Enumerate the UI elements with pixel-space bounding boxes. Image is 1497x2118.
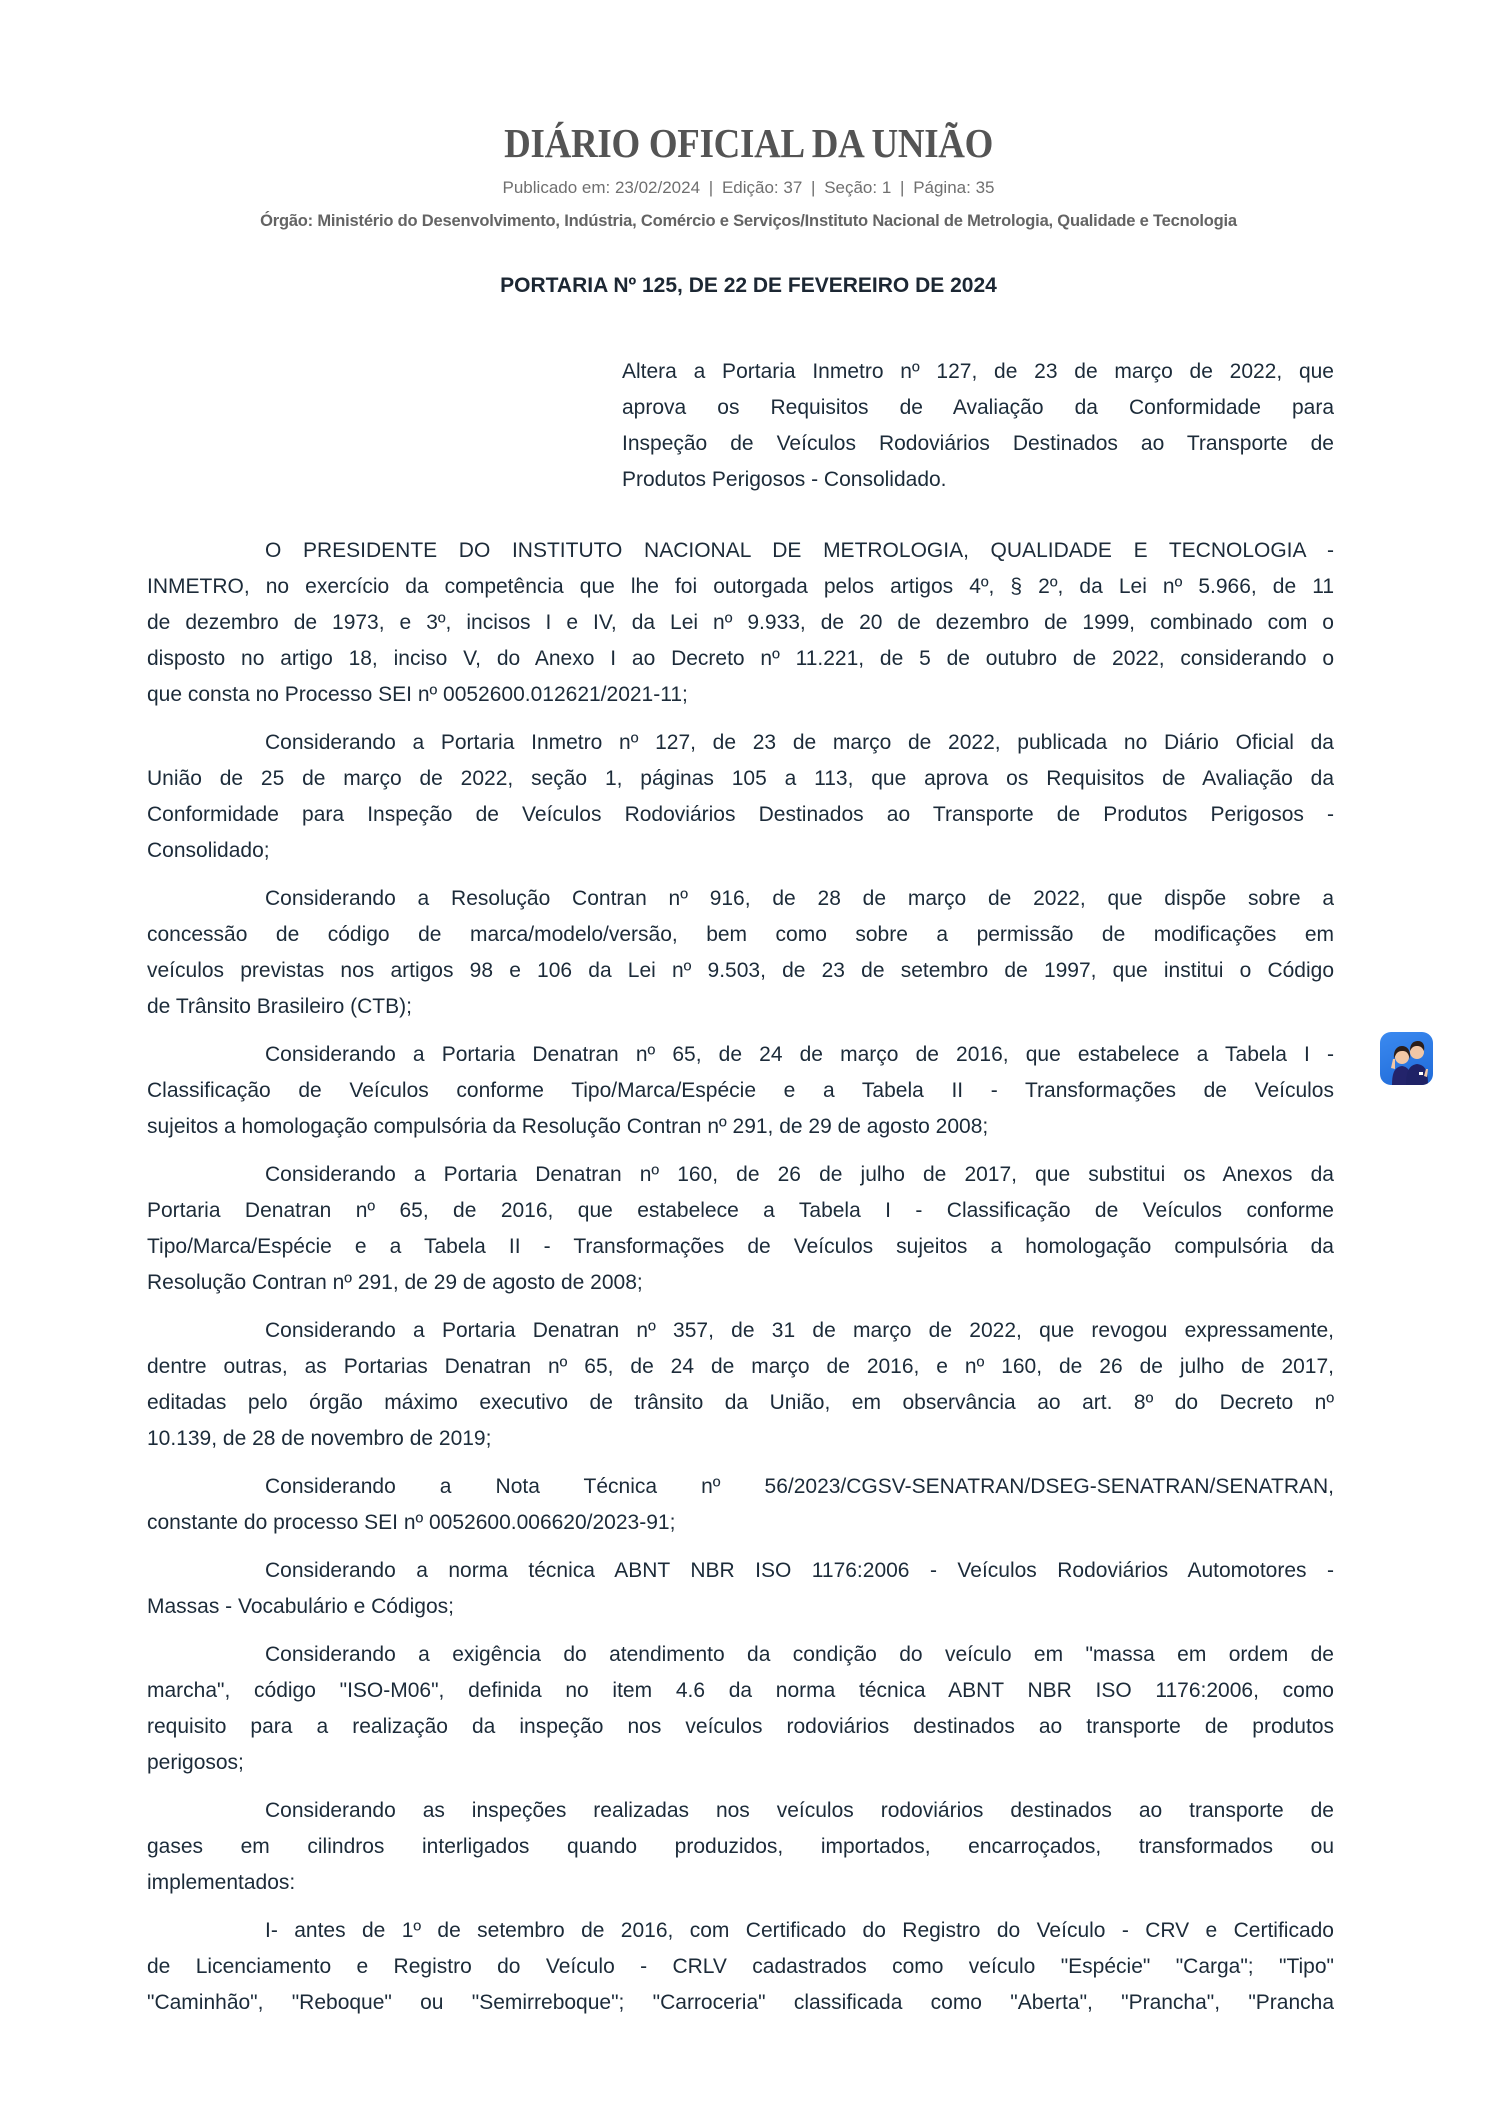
published-date: Publicado em: 23/02/2024: [502, 178, 701, 197]
paragraph-line: Considerando a Portaria Denatran nº 65, de 24 de março de 2016, que estabelece a Tabela I -: [265, 1043, 1334, 1066]
paragraph-line: editadas pelo órgão máximo executivo de trânsito da União, em observância ao art. 8º do Decreto nº: [147, 1391, 1334, 1414]
paragraph-line: de dezembro de 1973, e 3º, incisos I e IV, da Lei nº 9.933, de 20 de dezembro de 1999, combinado com o: [147, 611, 1334, 634]
paragraph-line: Tipo/Marca/Espécie e a Tabela II - Transformações de Veículos sujeitos a homologação compulsória da: [147, 1235, 1334, 1258]
paragraph-line: requisito para a realização da inspeção nos veículos rodoviários destinados ao transporte de produtos: [147, 1715, 1334, 1738]
separator: |: [708, 178, 714, 197]
paragraph-line: perigosos;: [147, 1751, 244, 1774]
paragraph-line: gases em cilindros interligados quando produzidos, importados, encarroçados, transformados ou: [147, 1835, 1334, 1858]
paragraph-line: Considerando a norma técnica ABNT NBR ISO 1176:2006 - Veículos Rodoviários Automotores -: [265, 1559, 1334, 1582]
separator: |: [900, 178, 905, 197]
paragraph-line: implementados:: [147, 1871, 296, 1894]
paragraph-line: Massas - Vocabulário e Códigos;: [147, 1595, 454, 1618]
paragraph-line: I- antes de 1º de setembro de 2016, com Certificado do Registro do Veículo - CRV e Certificado: [265, 1919, 1334, 1942]
paragraph-line: Considerando a Portaria Denatran nº 357, de 31 de março de 2022, que revogou expressamente,: [265, 1319, 1334, 1342]
paragraph-line: de Licenciamento e Registro do Veículo - CRLV cadastrados como veículo "Espécie" "Carga"; "Tipo": [147, 1955, 1334, 1978]
ementa: [622, 354, 1334, 498]
paragraph: [147, 725, 1334, 869]
paragraph: [147, 1913, 1334, 2021]
paragraph-line: Classificação de Veículos conforme Tipo/Marca/Espécie e a Tabela II - Transformações de Veículos: [147, 1079, 1334, 1102]
paragraph-line: "Caminhão", "Reboque" ou "Semirreboque"; "Carroceria" classificada como "Aberta", "Prancha", "Prancha: [147, 1991, 1334, 2014]
paragraph-line: de Trânsito Brasileiro (CTB);: [147, 995, 412, 1018]
ementa-line: aprova os Requisitos de Avaliação da Conformidade para: [622, 396, 1334, 419]
paragraph-line: sujeitos a homologação compulsória da Resolução Contran nº 291, de 29 de agosto 2008;: [147, 1115, 989, 1138]
paragraph: [147, 1157, 1334, 1301]
paragraph: [147, 1037, 1334, 1145]
paragraph-line: Considerando a Resolução Contran nº 916, de 28 de março de 2022, que dispõe sobre a: [265, 887, 1334, 910]
paragraph: [147, 881, 1334, 1025]
paragraph: [147, 1793, 1334, 1901]
separator: |: [811, 178, 816, 197]
vlibras-accessibility-button[interactable]: [1380, 1032, 1433, 1085]
paragraph: [147, 1469, 1334, 1541]
paragraph-line: Consolidado;: [147, 839, 270, 862]
newspaper-title: [0, 118, 1497, 168]
paragraph: [147, 1553, 1334, 1625]
ementa-line: Inspeção de Veículos Rodoviários Destinados ao Transporte de: [622, 432, 1334, 455]
act-body: [147, 533, 1334, 2033]
paragraph-line: Considerando a Nota Técnica nº 56/2023/CGSV-SENATRAN/DSEG-SENATRAN/SENATRAN,: [265, 1475, 1334, 1498]
paragraph-line: marcha", código "ISO-M06", definida no item 4.6 da norma técnica ABNT NBR ISO 1176:2006, como: [147, 1679, 1334, 1702]
paragraph-line: constante do processo SEI nº 0052600.006620/2023-91;: [147, 1511, 676, 1534]
paragraph: [147, 1313, 1334, 1457]
paragraph-line: Considerando a Portaria Denatran nº 160, de 26 de julho de 2017, que substitui os Anexos da: [265, 1163, 1334, 1186]
paragraph-line: Resolução Contran nº 291, de 29 de agosto de 2008;: [147, 1271, 643, 1294]
paragraph-line: Considerando a exigência do atendimento da condição do veículo em "massa em ordem de: [265, 1643, 1334, 1666]
vlibras-icon: [1380, 1032, 1433, 1085]
paragraph-line: Considerando a Portaria Inmetro nº 127, de 23 de março de 2022, publicada no Diário Oficial da: [265, 731, 1334, 754]
paragraph-line: veículos previstas nos artigos 98 e 106 da Lei nº 9.503, de 23 de setembro de 1997, que institui o Código: [147, 959, 1334, 982]
publication-info: [0, 176, 1497, 200]
paragraph: [147, 533, 1334, 713]
ementa-line: Altera a Portaria Inmetro nº 127, de 23 de março de 2022, que: [622, 360, 1334, 383]
paragraph-line: concessão de código de marca/modelo/versão, bem como sobre a permissão de modificações em: [147, 923, 1334, 946]
paragraph-line: 10.139, de 28 de novembro de 2019;: [147, 1427, 492, 1450]
paragraph-line: O PRESIDENTE DO INSTITUTO NACIONAL DE METROLOGIA, QUALIDADE E TECNOLOGIA -: [265, 539, 1334, 562]
ementa-line: Produtos Perigosos - Consolidado.: [622, 468, 947, 491]
paragraph-line: União de 25 de março de 2022, seção 1, páginas 105 a 113, que aprova os Requisitos de Avaliação da: [147, 767, 1334, 790]
paragraph-line: Considerando as inspeções realizadas nos veículos rodoviários destinados ao transporte de: [265, 1799, 1334, 1822]
section-number: Seção: 1: [824, 178, 892, 197]
paragraph-line: Conformidade para Inspeção de Veículos Rodoviários Destinados ao Transporte de Produtos Perigosos -: [147, 803, 1334, 826]
paragraph-line: dentre outras, as Portarias Denatran nº 65, de 24 de março de 2016, e nº 160, de 26 de julho de 2017,: [147, 1355, 1334, 1378]
paragraph-line: que consta no Processo SEI nº 0052600.012621/2021-11;: [147, 683, 688, 706]
issuing-organ: Órgão: Ministério do Desenvolvimento, Indústria, Comércio e Serviços/Instituto Nacional de Metrologia, Qualidade e Tecnologia: [260, 212, 1237, 230]
paragraph-line: Portaria Denatran nº 65, de 2016, que estabelece a Tabela I - Classificação de Veículos conforme: [147, 1199, 1334, 1222]
act-title: PORTARIA Nº 125, DE 22 DE FEVEREIRO DE 2024: [500, 274, 997, 297]
paragraph: [147, 1637, 1334, 1781]
paragraph-line: disposto no artigo 18, inciso V, do Anexo I ao Decreto nº 11.221, de 5 de outubro de 2022, considerando o: [147, 647, 1334, 670]
page-number: Página: 35: [913, 178, 995, 197]
paragraph-line: INMETRO, no exercício da competência que lhe foi outorgada pelos artigos 4º, § 2º, da Lei nº 5.966, de 11: [147, 575, 1334, 598]
newspaper-title-text: DIÁRIO OFICIAL DA UNIÃO: [504, 120, 993, 166]
edition-number: Edição: 37: [721, 178, 803, 197]
